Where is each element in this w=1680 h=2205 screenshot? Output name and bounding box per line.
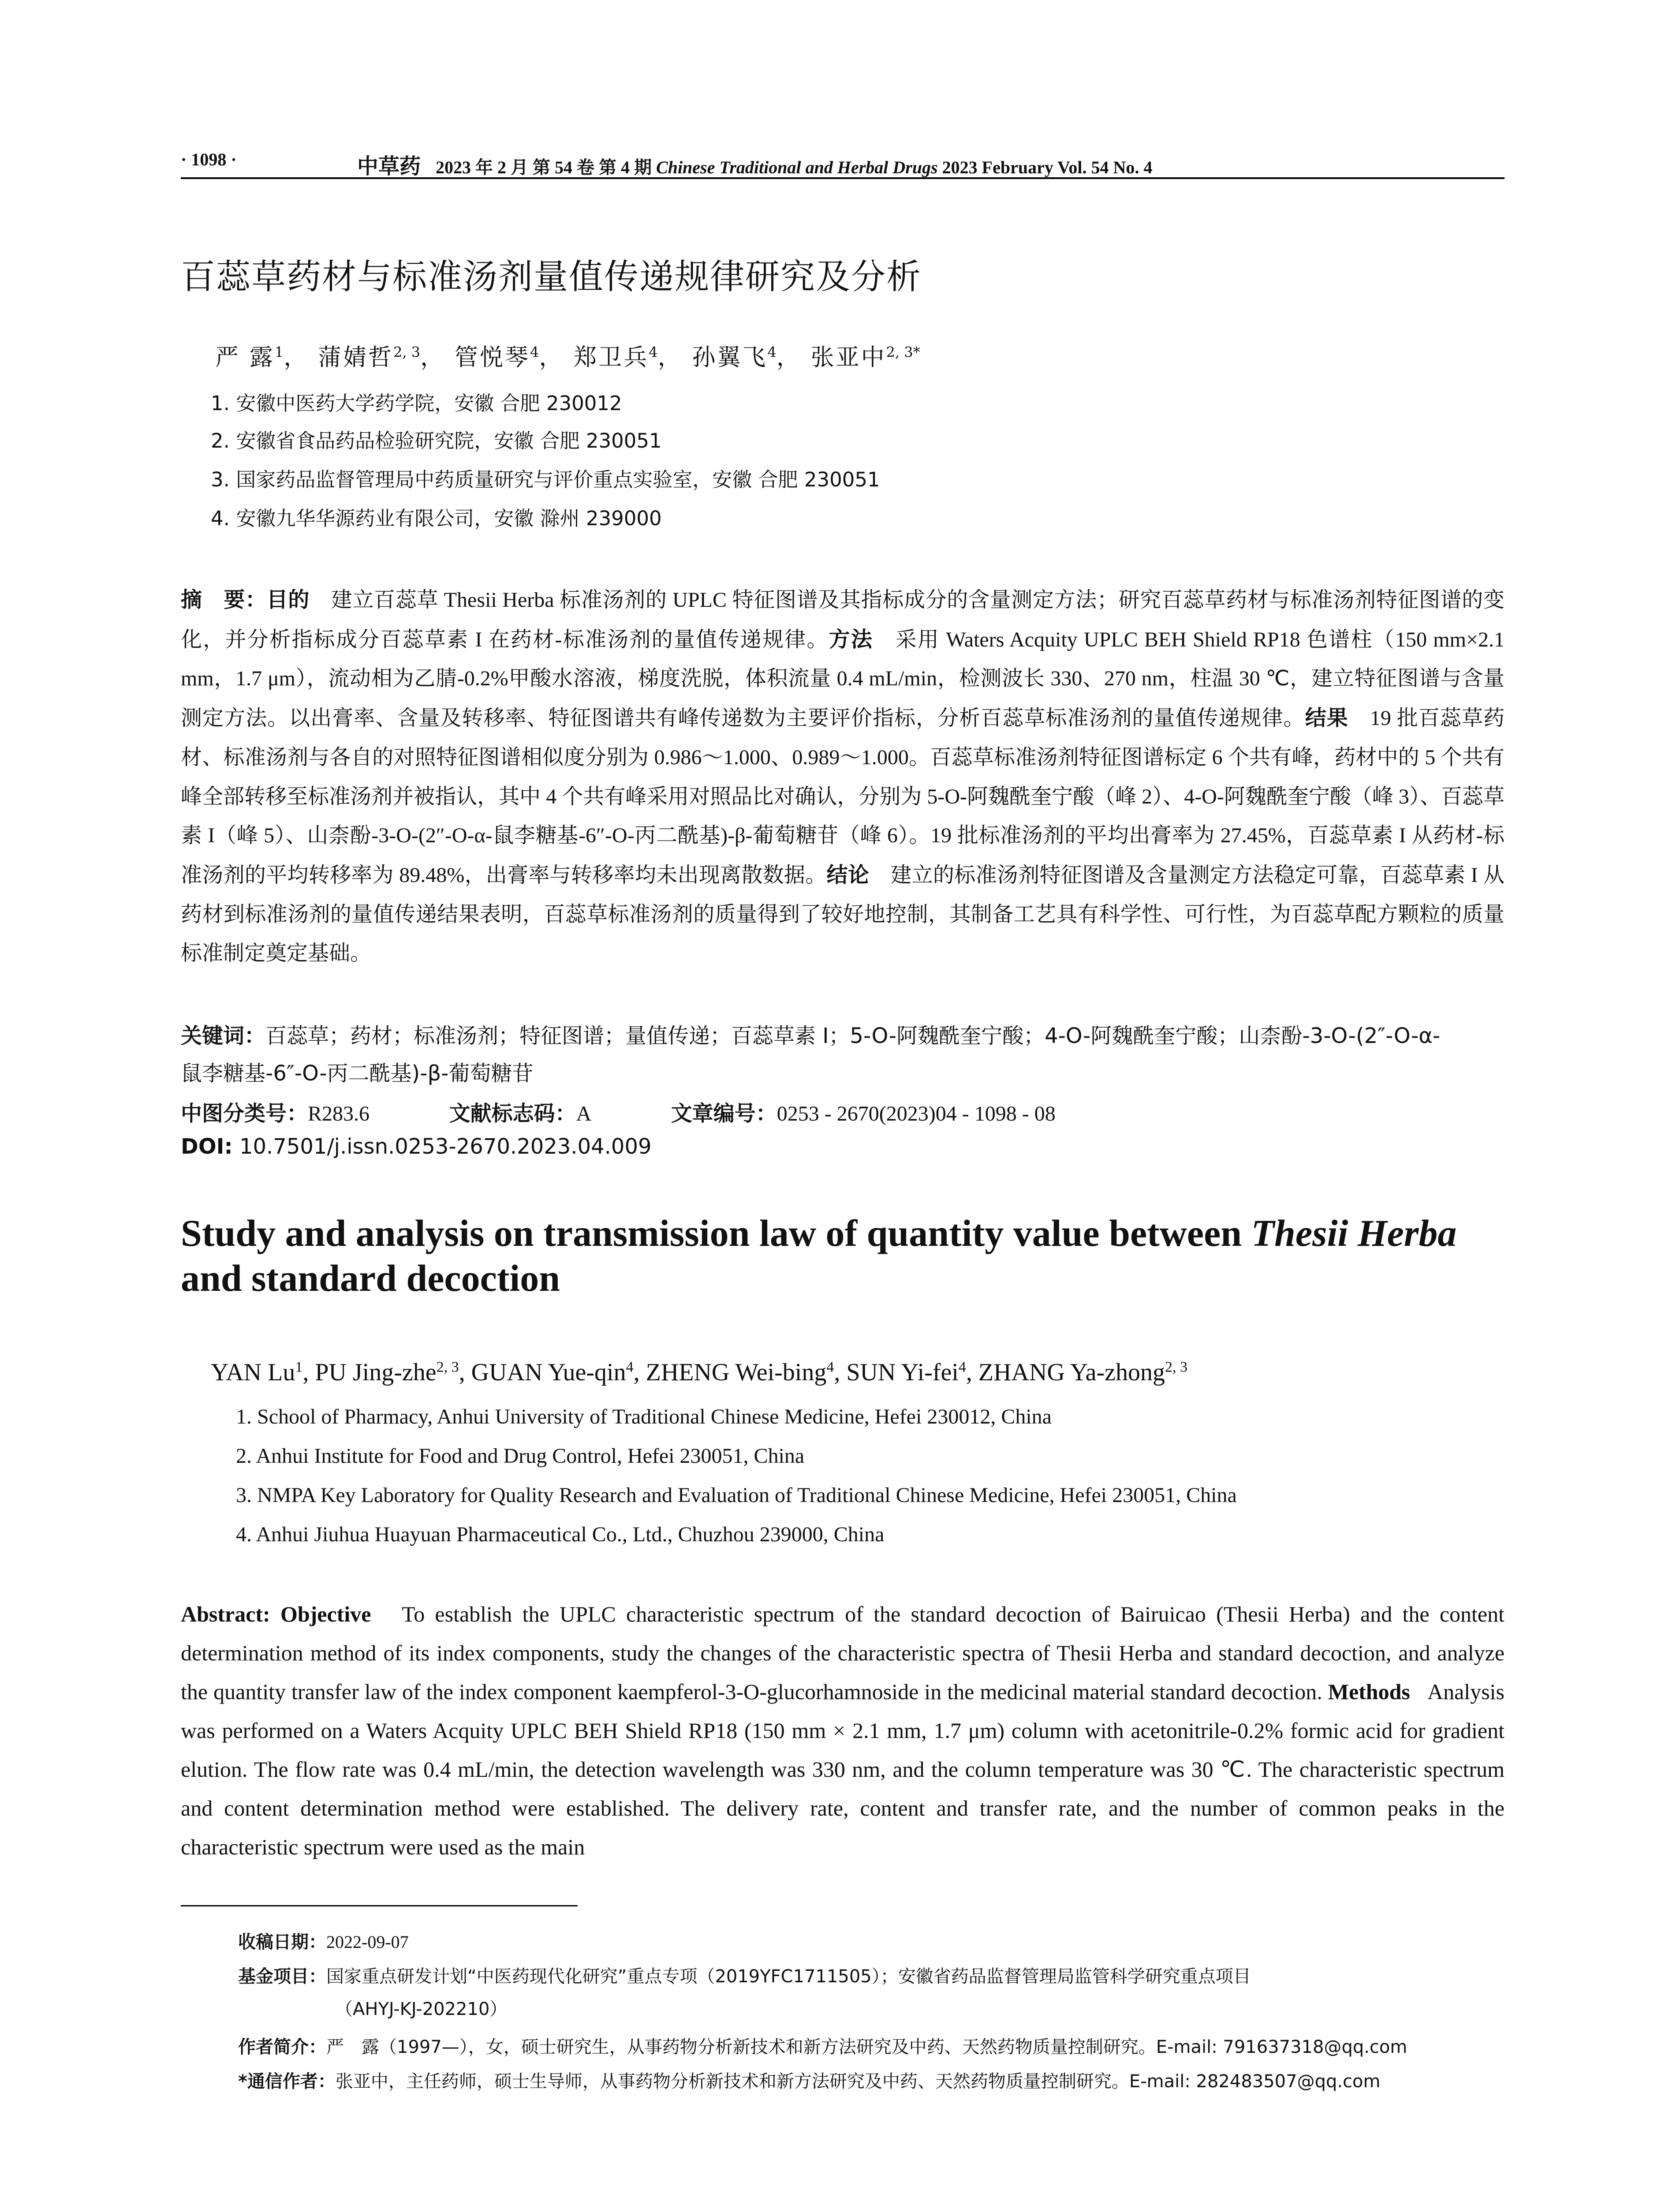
en-affiliation: 3. NMPA Key Laboratory for Quality Research and Evaluation of Traditional Chinese Medicine, Hefei 230051, China [236,1484,1237,1507]
cn-conclusion: 建立的标准汤剂特征图谱及含量测定方法稳定可靠，百蕊草素 I 从药材到标准汤剂的量值传递结果表明，百蕊草标准汤剂的质量得到了较好地控制，其制备工艺具有科学性、可行性，为百蕊草配方颗粒的质量标准制定奠定基础。 [181,863,1505,965]
en-affiliation: 4. Anhui Jiuhua Huayuan Pharmaceutical Co., Ltd., Chuzhou 239000, China [236,1523,885,1546]
footnote-label: 收稿日期： [238,1932,326,1952]
cn-author: 蒲婧哲 [318,344,394,371]
cn-author-sup: 1 [274,344,284,361]
footnote-text: 2022-09-07 [326,1932,409,1952]
cn-author: 孙翼飞 [692,344,768,371]
en-abstract-label: Abstract: Objective [181,1602,371,1626]
cn-results: 19 批百蕊草药材、标准汤剂与各自的对照特征图谱相似度分别为 0.986～1.000、0.989～1.000。百蕊草标准汤剂特征图谱标定 6 个共有峰，药材中的 5 个共有峰全部转移至标准汤剂并被指认，其中 4 个共有峰采用对照品比对确认，分别为 5-O-阿魏酰奎宁酸（峰 2）、4-O-阿魏酰奎宁酸（峰 3）、百蕊草素 I（峰 5）、山柰酚-3-O-(2″-O-α-鼠李糖基-6″-O-丙二酰基)-β-葡萄糖苷（峰 6）。19 批标准汤剂的平均出膏率为 27.45%，百蕊草素 I 从药材-标准汤剂的平均转移率为 89.48%，出膏率与转移率均未出现离散数据。 [181,706,1505,887]
footnote-label: 基金项目： [238,1966,326,1987]
cn-results-label: 结果 [1305,706,1348,731]
footnote-corresponding [238,2070,1381,2093]
article-no-label: 文章编号： [671,1101,777,1126]
journal-name-cn: 中草药 [357,154,421,179]
footnote-fund-cont: （AHYJ-KJ-202210） [335,1999,508,2019]
cn-methods: 采用 Waters Acquity UPLC BEH Shield RP18 色谱柱（150 mm×2.1 mm，1.7 μm），流动相为乙腈-0.2%甲酸水溶液，梯度洗脱，体积流量 0.4 mL/min，检测波长 330、270 nm，柱温 30 ℃，建立特征图谱与含量测定方法。以出膏率、含量及转移率、特征图谱共有峰传递数为主要评价指标，分析百蕊草标准汤剂的量值传递规律。 [181,628,1505,730]
cn-author: 严 露 [215,344,275,371]
en-author-sup: 2, 3 [1165,1359,1187,1375]
cn-author-sup: 4 [767,344,777,361]
cn-author-sup: 2, 3 [393,344,421,361]
doc-code-value: A [576,1102,592,1125]
doi-line [181,1134,652,1159]
footnote-rule [181,1905,578,1906]
cn-keywords-line [181,1019,1440,1049]
en-affiliation: 2. Anhui Institute for Food and Drug Control, Hefei 230051, China [236,1444,805,1468]
footnote-author [238,2036,1407,2059]
en-author-sup: 4 [626,1359,634,1375]
en-author-list: YAN Lu$^1$, PU Jing-zhe$^{2, 3}$, GUAN Yue-qin$^4$, ZHENG Wei-bing$^4$, SUN Yi-fei$^4$, ZHANG Ya-zhong$^{2, 3}$ [211,1359,1187,1386]
cn-affiliation: 1. 安徽中医药大学药学院，安徽 合肥 230012 [211,392,622,415]
cn-abstract [181,580,1505,973]
en-author-sup: 1 [295,1359,303,1375]
cn-keywords-label: 关键词： [181,1024,266,1048]
en-abstract [181,1595,1505,1866]
cn-affiliation: 2. 安徽省食品药品检验研究院，安徽 合肥 230051 [211,429,662,452]
cn-author-sup: 2, 3* [886,344,920,361]
en-author: ZHANG Ya-zhong [978,1359,1165,1386]
cn-objective-label: 目的 [266,587,310,612]
en-author: GUAN Yue-qin [471,1359,626,1386]
cn-keywords-line: 鼠李糖基-6″-O-丙二酰基)-β-葡萄糖苷 [181,1061,534,1086]
doi-value: 10.7501/j.issn.0253-2670.2023.04.009 [239,1134,652,1159]
clc-label: 中图分类号： [181,1101,308,1126]
doi-label: DOI: [181,1134,233,1159]
cn-classification-line [181,1096,1056,1127]
header-rule [181,177,1505,179]
cn-abstract-label: 摘 要： [181,587,267,612]
cn-author-list: 严 露$^1$， 蒲婧哲$^{2, 3}$， 管悦琴$^4$， 郑卫兵$^4$， 孙翼飞$^4$， 张亚中$^{2, 3*}$ [215,344,920,371]
issue-en: 2023 February Vol. 54 No. 4 [942,157,1153,177]
en-affiliation: 1. School of Pharmacy, Anhui University of Traditional Chinese Medicine, Hefei 230012, China [236,1405,1052,1428]
en-title-part: and standard decoction [181,1257,560,1299]
en-methods-label: Methods [1328,1679,1410,1704]
en-author: ZHENG Wei-bing [646,1359,827,1386]
running-header [181,146,1504,180]
clc-value: R283.6 [308,1102,370,1125]
cn-affiliation: 4. 安徽九华华源药业有限公司，安徽 滁州 239000 [211,507,662,530]
footnote-received [238,1931,409,1954]
en-author: SUN Yi-fei [846,1359,959,1386]
en-author: PU Jing-zhe [315,1359,437,1386]
footnote-label: *通信作者： [238,2071,336,2092]
en-title [181,1211,1505,1301]
cn-author-sup: 4 [530,344,539,361]
en-author-sup: 2, 3 [436,1359,459,1375]
journal-header [357,149,1152,179]
footnote-text: 张亚中，主任药师，硕士生导师，从事药物分析新技术和新方法研究及中药、天然药物质量控制研究。E-mail: 282483507@qq.com [335,2071,1381,2092]
cn-methods-label: 方法 [829,627,874,652]
footnote-text: 国家重点研发计划“中医药现代化研究”重点专项（2019YFC1711505）；安徽省药品监督管理局监管科学研究重点项目 [326,1966,1251,1987]
cn-author-sup: 4 [649,344,658,361]
en-methods: Analysis was performed on a Waters Acquity UPLC BEH Shield RP18 (150 mm × 2.1 mm, 1.7 μm) column with acetonitrile-0.2% formic acid for gradient elution. The flow rate was 0.4 mL/min, the detection wavelength was 330 nm, and the column temperature was 30 ℃. The characteristic spectrum and content determination method were established. The delivery rate, content and transfer rate, and the number of common peaks in the characteristic spectrum were used as the main [181,1679,1505,1859]
page-number: · 1098 · [181,149,237,169]
cn-conclusion-label: 结论 [826,862,870,887]
journal-name-en: Chinese Traditional and Herbal Drugs [656,157,938,177]
cn-title: 百蕊草药材与标准汤剂量值传递规律研究及分析 [181,257,922,297]
cn-author: 管悦琴 [455,344,530,371]
en-objective: To establish the UPLC characteristic spectrum of the standard decoction of Bairuicao (Thesii Herba) and the content determination method of its index components, study the changes of the characteristic spectra of Thesii Herba and standard decoction, and analyze the quantity transfer law of the index component kaempferol-3-O-glucorhamnoside in the medicinal material standard decoction. [181,1602,1505,1704]
footnote-fund [238,1965,1251,1988]
cn-author: 张亚中 [810,344,886,371]
en-author: YAN Lu [211,1359,295,1386]
en-author-sup: 4 [826,1359,834,1375]
cn-affiliation: 3. 国家药品监督管理局中药质量研究与评价重点实验室，安徽 合肥 230051 [211,468,880,491]
cn-objective: 建立百蕊草 Thesii Herba 标准汤剂的 UPLC 特征图谱及其指标成分的含量测定方法；研究百蕊草药材与标准汤剂特征图谱的变化，并分析指标成分百蕊草素 I 在药材-标准汤剂的量值传递规律。 [181,588,1505,651]
cn-keywords: 百蕊草；药材；标准汤剂；特征图谱；量值传递；百蕊草素 I；5-O-阿魏酰奎宁酸；4-O-阿魏酰奎宁酸；山柰酚-3-O-(2″-O-α- [265,1024,1441,1048]
en-title-italic: Thesii Herba [1251,1212,1457,1254]
article-no-value: 0253 - 2670(2023)04 - 1098 - 08 [777,1102,1056,1125]
doc-code-label: 文献标志码： [449,1101,576,1126]
en-author-sup: 4 [958,1359,966,1375]
footnote-text: 严 露（1997—），女，硕士研究生，从事药物分析新技术和新方法研究及中药、天然药物质量控制研究。E-mail: 791637318@qq.com [326,2037,1407,2057]
en-title-part: Study and analysis on transmission law of quantity value between [181,1212,1251,1254]
issue-cn: 2023 年 2 月 第 54 卷 第 4 期 [436,157,652,177]
cn-author: 郑卫兵 [573,344,649,371]
footnote-label: 作者简介： [238,2037,326,2057]
